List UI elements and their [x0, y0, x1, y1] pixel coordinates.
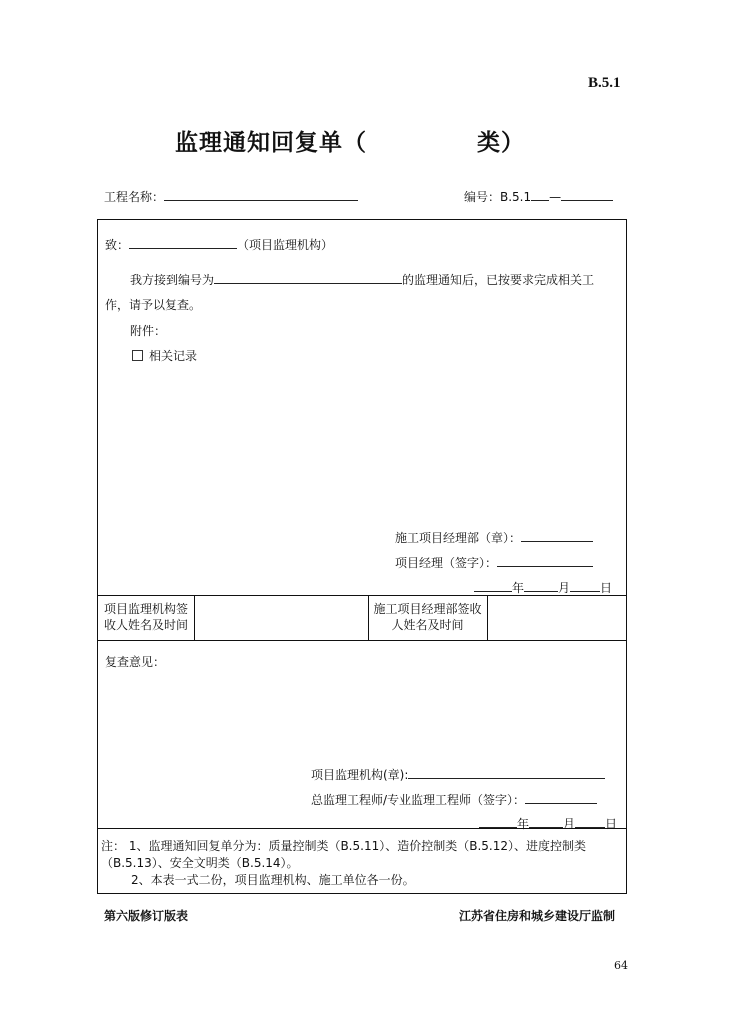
month-label-2: 月	[563, 817, 576, 831]
manager-sign-field[interactable]	[497, 554, 593, 567]
manager-sign-row	[395, 554, 593, 571]
month-field-2[interactable]	[529, 815, 563, 828]
supervisor-seal-field[interactable]	[408, 766, 605, 779]
supervisor-receipt-field[interactable]	[195, 596, 367, 639]
to-label: 致：	[105, 238, 130, 252]
review-opinion-label: 复查意见：	[105, 655, 166, 669]
to-row	[105, 236, 333, 253]
manager-sign-label: 项目经理（签字）：	[395, 556, 498, 570]
to-suffix: （项目监理机构）	[237, 238, 334, 252]
year-label-2: 年	[517, 817, 530, 831]
day-label-2: 日	[605, 817, 618, 831]
number-field-1[interactable]	[531, 188, 549, 201]
supervisor-receipt-line2: 收人姓名及时间	[103, 618, 188, 632]
form-code: B.5.1	[588, 75, 621, 91]
year-field-2[interactable]	[479, 815, 517, 828]
day-field-2[interactable]	[575, 815, 605, 828]
project-name-field[interactable]	[164, 188, 358, 201]
day-field-1[interactable]	[570, 579, 600, 592]
contractor-receipt-line1: 施工项目经理部签收	[373, 602, 482, 616]
supervisor-seal-row	[311, 766, 605, 783]
engineer-sign-row	[311, 791, 597, 808]
content-line2: 作，请予以复查。	[105, 298, 202, 312]
title-close: 类）	[477, 130, 525, 156]
engineer-sign-field[interactable]	[525, 791, 597, 804]
attachment-label: 附件：	[130, 324, 167, 338]
line1-prefix: 我方接到编号为	[130, 273, 215, 287]
note-line3: 2、本表一式二份，项目监理机构、施工单位各一份。	[131, 873, 415, 887]
form-table	[97, 219, 627, 894]
supervisor-seal-label: 项目监理机构(章):	[311, 768, 409, 782]
contractor-seal-label: 施工项目经理部（章）：	[395, 531, 522, 545]
day-label-1: 日	[600, 581, 613, 595]
year-field-1[interactable]	[474, 579, 512, 592]
to-field[interactable]	[129, 236, 237, 249]
month-field-1[interactable]	[524, 579, 558, 592]
contractor-receipt-line2: 人姓名及时间	[391, 618, 464, 632]
footer-issuer: 江苏省住房和城乡建设厅监制	[459, 909, 616, 923]
attachment-item	[132, 347, 197, 364]
notice-number-field[interactable]	[214, 271, 402, 284]
engineer-sign-label: 总监理工程师/专业监理工程师（签字）：	[311, 793, 526, 807]
note-line1: 注： 1、监理通知回复单分为：质量控制类（B.5.11）、造价控制类（B.5.12）、进度控制类	[101, 839, 586, 853]
footer-edition: 第六版修订版表	[104, 909, 189, 923]
contractor-receipt-label	[368, 601, 487, 633]
project-name-row	[104, 188, 358, 205]
number-dash: —	[549, 190, 562, 204]
year-label-1: 年	[512, 581, 525, 595]
contractor-seal-field[interactable]	[521, 529, 593, 542]
date-row-1	[474, 579, 612, 596]
number-label: 编号：B.5.1	[464, 190, 532, 204]
number-field-2[interactable]	[561, 188, 613, 201]
note-line2: （B.5.13）、安全文明类（B.5.14）。	[101, 856, 299, 870]
related-records-checkbox[interactable]	[132, 350, 143, 361]
project-name-label: 工程名称：	[104, 190, 165, 204]
divider-receipt-bottom	[98, 640, 626, 641]
page-number: 64	[614, 959, 628, 972]
supervisor-receipt-label	[98, 601, 194, 633]
number-row	[464, 188, 613, 205]
title-main: 监理通知回复单（	[175, 130, 367, 156]
notes	[101, 838, 623, 889]
contractor-seal-row	[395, 529, 593, 546]
attachment-item-label: 相关记录	[149, 349, 198, 363]
line1-suffix: 的监理通知后，已按要求完成相关工	[402, 273, 595, 287]
content-line1	[130, 271, 594, 288]
date-row-2	[479, 815, 617, 832]
supervisor-receipt-line1: 项目监理机构签	[103, 602, 188, 616]
page-title	[175, 124, 525, 157]
month-label-1: 月	[558, 581, 571, 595]
contractor-receipt-field[interactable]	[488, 596, 626, 639]
